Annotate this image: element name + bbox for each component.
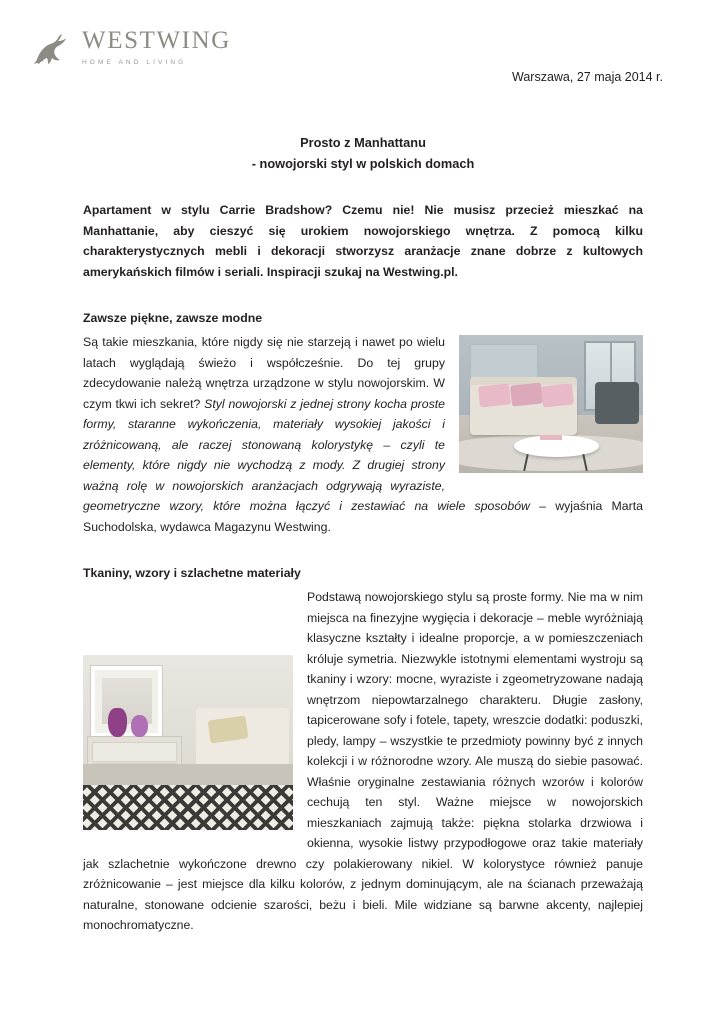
section-1-quote: Styl nowojorski z jednej strony kocha proste formy, staranne wykończenia, materiały wysokiej jakości i zróżnicowaną, ale raczej stonowaną kolorystykę – czyli te elementy, które nigdy nie wychodzą z mody. Z drugiej strony ważną rolę w nowojorskich aranżacjach odgrywają wyraziste, geometryczne wzory, które można łączyć i zestawiać na wiele sposobów: [83, 396, 530, 514]
logo-tagline: HOME AND LIVING: [82, 59, 187, 66]
photo-armchair: [595, 382, 639, 423]
photo-cushion: [478, 383, 511, 407]
document-title: [83, 132, 643, 174]
section-1-text-b: – wyjaśnia Marta Suchodolska, wydawca Magazynu Westwing.: [83, 499, 643, 534]
title-line-2: - nowojorski styl w polskich domach: [251, 156, 475, 171]
lede-paragraph: Apartament w stylu Carrie Bradshow? Czemu nie! Nie musisz przecież mieszkać na Manhattanie, aby cieszyć się urokiem nowojorskiego wnętrza. Z pomocą kilku charakterystycznych mebli i dekoracji stworzysz aranżacje znane dobrze z kultowych amerykańskich filmów i seriali. Inspiracji szukaj na Westwing.pl.: [83, 203, 643, 279]
living-room-photo: [459, 335, 643, 473]
bedroom-corner-photo: [83, 655, 293, 830]
griffin-logo-icon: [28, 26, 74, 72]
section-1-text-a: Są takie mieszkania, które nigdy się nie starzeją i nawet po wielu latach wyglądają świeżo i współcześnie. Do tej grupy zdecydowanie należą wnętrza urządzone w stylu nowojorskim. W czym tkwi ich sekret?: [83, 335, 445, 411]
photo-book: [540, 435, 562, 441]
document-date: Warszawa, 27 maja 2014 r.: [512, 70, 663, 84]
photo-picture-frame: [91, 666, 162, 737]
logo-wordmark: WESTWING: [82, 27, 231, 54]
section-1-body: [83, 332, 643, 537]
photo-patterned-rug: [83, 785, 293, 831]
westwing-logo: [28, 26, 243, 76]
photo-cushion: [510, 382, 543, 406]
photo-drawer: [92, 742, 177, 762]
photo-vase: [131, 715, 148, 738]
section-1-heading: Zawsze piękne, zawsze modne: [83, 311, 263, 326]
section-2-heading: Tkaniny, wzory i szlachetne materiały: [83, 566, 301, 581]
section-2-lead: Podstawą nowojorskiego stylu są proste formy. Nie ma w nim miejsca na finezyjne wygięcia i dekoracje – meble wyróżniają klasyczne kształty i idealne proporcje, a w pomieszczeniach króluje symetria. Niezwykle istotnymi elementami wystroju są tkaniny i wzory: mocne, wyraziste i zgeometryzowane nadają wnętrzom niepowtarzalnego charakteru. Długie zasłony, tapicerowane sofy i fotele, tapety, wreszcie dodatki: poduszki, pledy, lampy – wszystkie te przedmioty powinny być z innych kolekcji i w różnorodne wzory. Ale muszą do siebie pasować. Właśnie oryginalne zestawiania różnych wzorów i kolorów cechują ten styl. Ważne miejsce w nowojorskich mieszkaniach zajmują także: piękna stolarka drzwiowa i okienna, wysokie listwy przypodłogowe oraz takie materiały jak szlachetnie wykończone drewno czy polakierowany nikiel. W kolorystyce również panuje zróżnicowanie – jest miejsce dla kilku kolorów, z jednym dominującym, ale na ścianach przeważają naturalne, stonowane odcienie szarości, beżu i bieli. Mile widziane są barwne akcenty, najlepiej monochromatyczne.: [83, 590, 643, 933]
logo-text: [82, 28, 242, 66]
photo-cushion: [541, 383, 574, 407]
photo-vase: [108, 708, 127, 738]
title-line-1: Prosto z Manhattanu: [300, 135, 426, 150]
